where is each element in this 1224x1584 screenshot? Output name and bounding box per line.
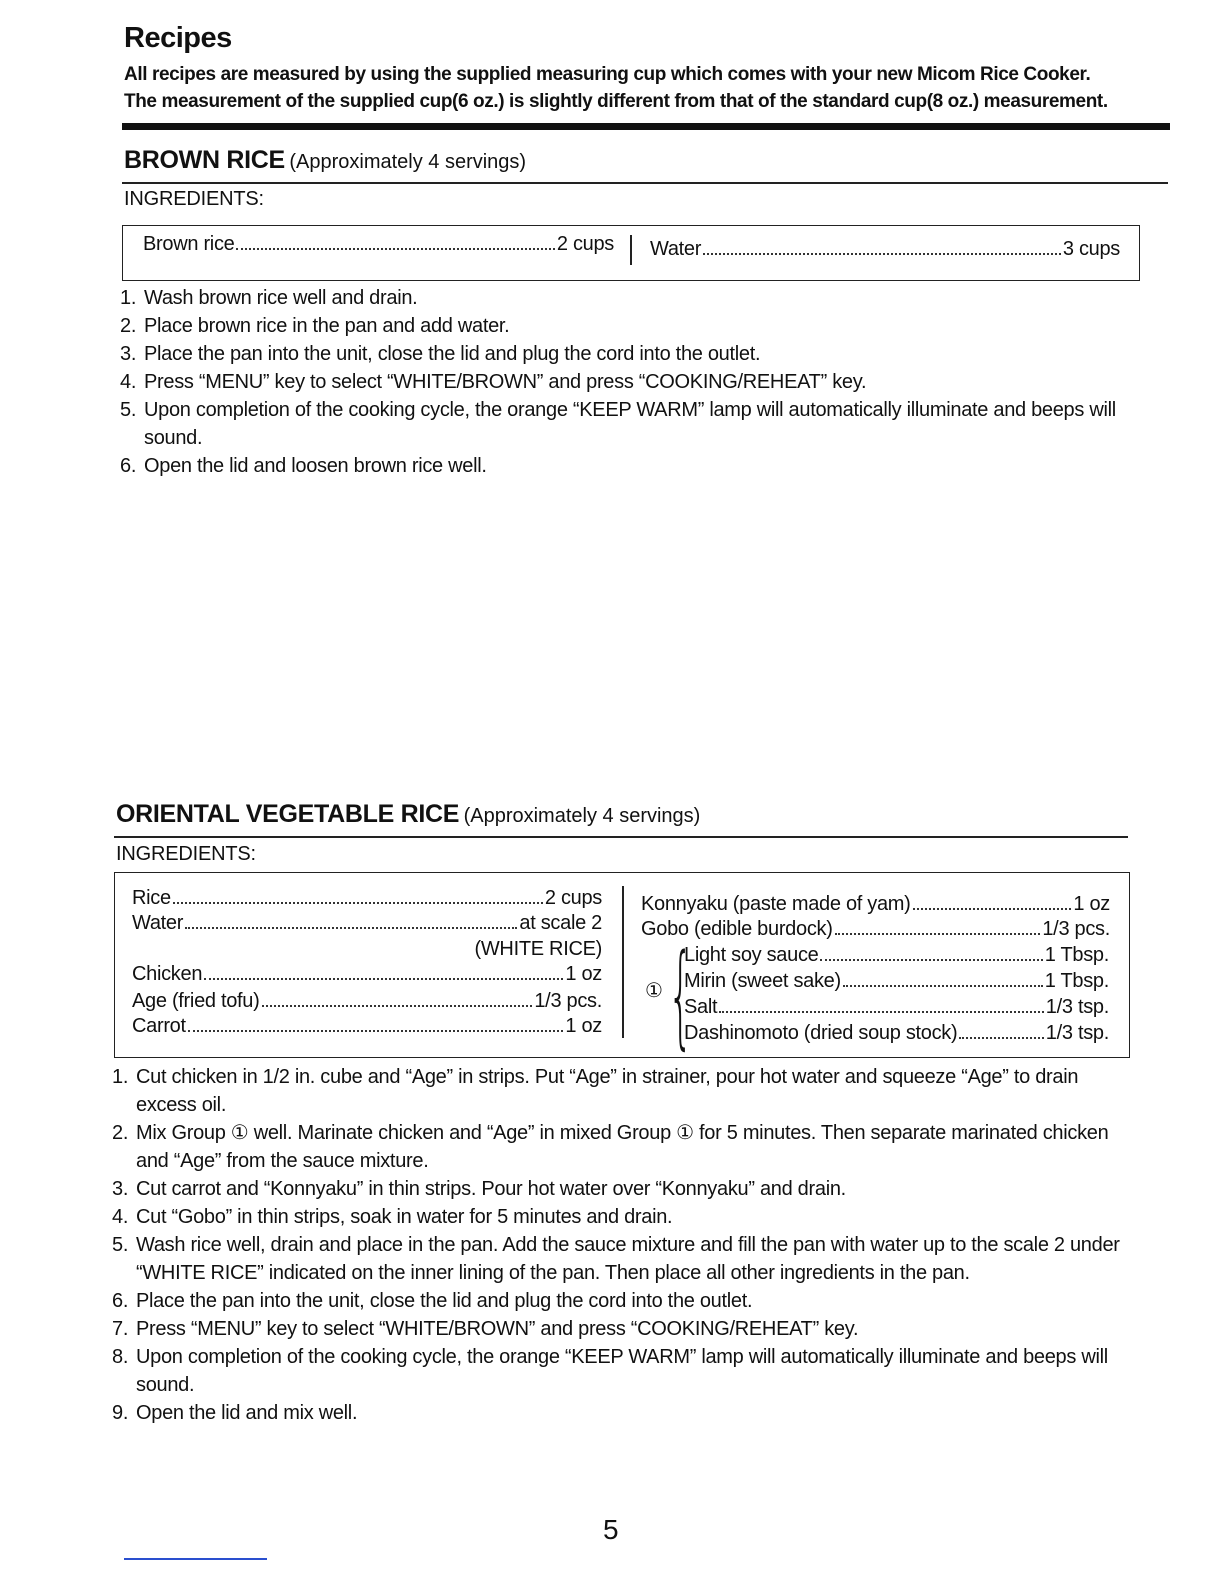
intro-line-2: The measurement of the supplied cup(6 oz.) is slightly different from that of the standard cup(8 oz.) measurement. <box>124 91 1108 112</box>
ingredient-amount: 1 oz <box>565 1015 602 1037</box>
ingredient-row <box>132 887 602 910</box>
vegetable-rice-rule <box>114 836 1128 838</box>
ingredient-row <box>132 990 602 1013</box>
vegetable-rice-steps <box>112 1063 1124 1427</box>
brown-rice-steps <box>120 284 1140 480</box>
vegetable-rice-box-divider <box>622 886 624 1038</box>
leader-dots <box>959 1037 1043 1039</box>
step-item: 1. Wash brown rice well and drain. <box>120 287 418 309</box>
page-number: 5 <box>603 1514 619 1545</box>
ingredient-name: Mirin (sweet sake) <box>684 970 841 992</box>
leader-dots <box>185 927 517 929</box>
ingredient-amount: 1 Tbsp. <box>1044 970 1109 992</box>
ingredient-amount: 1/3 tsp. <box>1045 1022 1109 1044</box>
ingredient-name: Rice <box>132 887 171 909</box>
ingredient-name: Brown rice <box>143 233 235 255</box>
ingredient-amount: at scale 2 <box>519 912 602 934</box>
header-rule <box>122 123 1170 130</box>
leader-dots <box>835 933 1041 935</box>
ingredient-amount: 2 cups <box>556 233 614 255</box>
brown-rice-servings: (Approximately 4 servings) <box>289 151 527 173</box>
ingredient-name: Carrot <box>132 1015 186 1037</box>
leader-dots <box>719 1011 1044 1013</box>
vegetable-rice-heading <box>116 800 700 829</box>
step-item: 3. Place the pan into the unit, close the lid and plug the cord into the outlet. <box>120 343 761 365</box>
leader-dots <box>262 1005 533 1007</box>
ingredient-amount: 1 Tbsp. <box>1044 944 1109 966</box>
brown-rice-heading <box>124 146 526 175</box>
leader-dots <box>173 902 543 904</box>
leader-dots <box>703 253 1061 255</box>
ingredient-amount: 3 cups <box>1062 238 1120 260</box>
step-item: 9. Open the lid and mix well. <box>112 1402 358 1424</box>
leader-dots <box>820 959 1042 961</box>
step-item: 6. Open the lid and loosen brown rice well. <box>120 455 487 477</box>
vegetable-rice-servings: (Approximately 4 servings) <box>463 805 701 827</box>
ingredient-row <box>132 1015 602 1038</box>
ingredient-name: Konnyaku (paste made of yam) <box>641 893 911 915</box>
step-item: 6. Place the pan into the unit, close the lid and plug the cord into the outlet. <box>112 1290 753 1312</box>
step-item: 5. Upon completion of the cooking cycle, the orange “KEEP WARM” lamp will automatically illuminate and beeps will sound. <box>120 399 1116 449</box>
step-item: 5. Wash rice well, drain and place in the pan. Add the sauce mixture and fill the pan with water up to the scale 2 under “WHITE RICE” indicated on the inner lining of the pan. Then place all other ingredients in the pan. <box>112 1234 1120 1284</box>
group-brace: { <box>668 931 693 1061</box>
ingredient-amount: 1/3 tsp. <box>1045 996 1109 1018</box>
ingredient-row <box>641 893 1110 916</box>
brown-rice-ingredients-label: INGREDIENTS: <box>124 188 264 210</box>
ingredient-amount: 1 oz <box>1073 893 1110 915</box>
ingredient-name: Gobo (edible burdock) <box>641 918 833 940</box>
leader-dots <box>236 248 554 250</box>
brown-rice-rule <box>122 182 1168 184</box>
ingredient-name: Water <box>650 238 702 260</box>
ingredient-amount: 2 cups <box>544 887 602 909</box>
ingredient-row <box>650 238 1120 261</box>
page-title: Recipes <box>124 22 232 54</box>
ingredient-row <box>132 912 602 935</box>
ingredient-name: Water <box>132 912 184 934</box>
step-item: 7. Press “MENU” key to select “WHITE/BROWN” and press “COOKING/REHEAT” key. <box>112 1318 859 1340</box>
step-item: 1. Cut chicken in 1/2 in. cube and “Age” in strips. Put “Age” in strainer, pour hot water and squeeze “Age” to drain excess oil. <box>112 1066 1079 1116</box>
group-1-marker: ① <box>645 980 663 1002</box>
ingredient-row <box>132 963 602 986</box>
brown-rice-box-divider <box>630 235 632 265</box>
vegetable-rice-title: ORIENTAL VEGETABLE RICE <box>116 800 460 828</box>
ingredient-row <box>641 918 1110 941</box>
ingredient-name: Light soy sauce <box>684 944 819 966</box>
ingredient-name: Chicken <box>132 963 203 985</box>
step-item: 8. Upon completion of the cooking cycle, the orange “KEEP WARM” lamp will automatically illuminate and beeps will sound. <box>112 1346 1108 1396</box>
ingredient-name: Age (fried tofu) <box>132 990 260 1012</box>
ingredient-row <box>143 233 614 256</box>
step-item: 4. Cut “Gobo” in thin strips, soak in water for 5 minutes and drain. <box>112 1206 673 1228</box>
brown-rice-title: BROWN RICE <box>124 146 285 174</box>
intro-line-1: All recipes are measured by using the supplied measuring cup which comes with your new Micom Rice Cooker. <box>124 64 1091 85</box>
leader-dots <box>913 908 1072 910</box>
ingredient-row <box>684 996 1109 1019</box>
ingredient-name: Dashinomoto (dried soup stock) <box>684 1022 958 1044</box>
step-item: 2. Place brown rice in the pan and add water. <box>120 315 510 337</box>
footer-blue-rule <box>124 1558 267 1560</box>
ingredient-row <box>684 1022 1109 1045</box>
ingredient-row <box>684 970 1109 993</box>
ingredient-name: Salt <box>684 996 718 1018</box>
ingredient-amount: 1/3 pcs. <box>1042 918 1110 940</box>
ingredient-row <box>684 944 1109 967</box>
ingredient-amount: 1 oz <box>565 963 602 985</box>
step-item: 3. Cut carrot and “Konnyaku” in thin strips. Pour hot water over “Konnyaku” and drain. <box>112 1178 846 1200</box>
leader-dots <box>188 1030 564 1032</box>
ingredient-amount: (WHITE RICE) <box>474 938 602 960</box>
step-item: 2. Mix Group ① well. Marinate chicken and “Age” in mixed Group ① for 5 minutes. Then separate marinated chicken and “Age” from the sauce mixture. <box>112 1122 1109 1172</box>
leader-dots <box>204 978 563 980</box>
step-item: 4. Press “MENU” key to select “WHITE/BROWN” and press “COOKING/REHEAT” key. <box>120 371 867 393</box>
leader-dots <box>843 985 1043 987</box>
vegetable-rice-ingredients-label: INGREDIENTS: <box>116 843 256 865</box>
ingredient-amount: 1/3 pcs. <box>534 990 602 1012</box>
ingredient-row <box>132 938 602 961</box>
